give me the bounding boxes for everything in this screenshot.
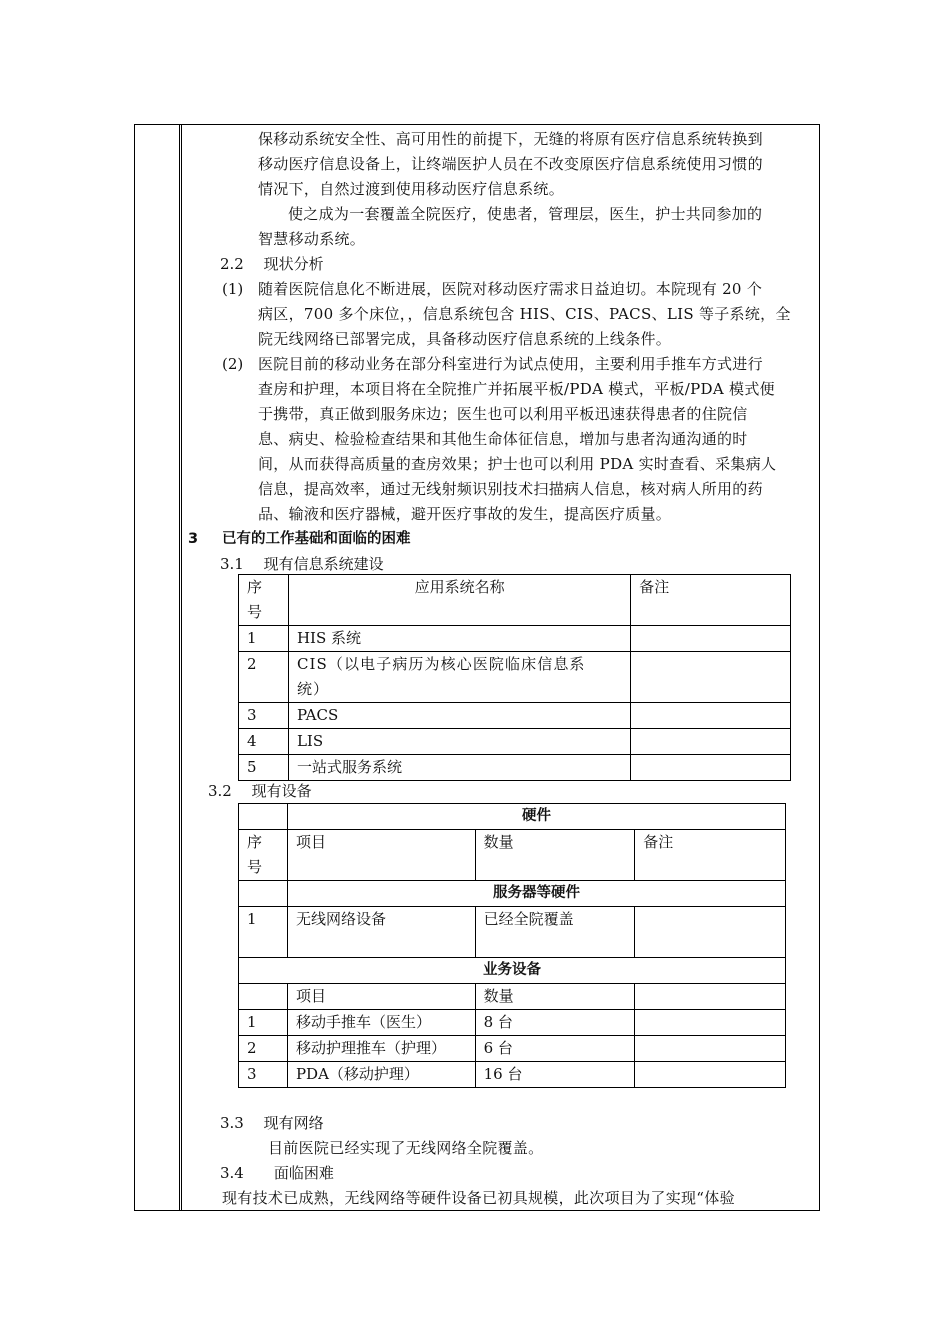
header-cell-item: 项目 xyxy=(287,984,475,1010)
header-cell-qty: 数量 xyxy=(475,830,635,881)
cell-no: 3 xyxy=(239,1062,288,1088)
cell-blank xyxy=(239,984,288,1010)
paragraph-line: 息、病史、检验检查结果和其他生命体征信息，增加与患者沟通沟通的时 xyxy=(258,430,748,448)
cell-qty: 6 台 xyxy=(475,1036,635,1062)
header-cell-item: 项目 xyxy=(287,830,475,881)
table-header-row xyxy=(239,830,786,881)
info-systems-table xyxy=(238,574,791,781)
cell-note xyxy=(631,626,791,652)
intro-line: 智慧移动系统。 xyxy=(258,230,366,248)
cell-qty: 已经全院覆盖 xyxy=(475,907,635,958)
cell-note xyxy=(631,755,791,781)
paragraph-line: 目前医院已经实现了无线网络全院覆盖。 xyxy=(268,1139,544,1157)
cell-item: 移动护理推车（护理） xyxy=(287,1036,475,1062)
list-marker: (1) xyxy=(222,280,244,298)
column-divider xyxy=(181,125,182,1210)
cell-qty: 8 台 xyxy=(475,1010,635,1036)
cell-no: 3 xyxy=(239,703,289,729)
paragraph-line: 于携带，真正做到服务床边；医生也可以利用平板迅速获得患者的住院信 xyxy=(258,405,748,423)
hardware-title: 硬件 xyxy=(287,804,785,830)
cell-no: 4 xyxy=(239,729,289,755)
section-heading-3-4: 3.4 面临困难 xyxy=(220,1164,334,1182)
intro-line: 情况下，自然过渡到使用移动医疗信息系统。 xyxy=(258,180,565,198)
cell-note xyxy=(631,703,791,729)
cell-no: 1 xyxy=(239,907,288,958)
cell-note xyxy=(635,1036,786,1062)
equipment-table xyxy=(238,803,786,1088)
cell-name: 一站式服务系统 xyxy=(288,755,630,781)
table-row xyxy=(239,1010,786,1036)
cell-item: PDA（移动护理） xyxy=(287,1062,475,1088)
cell-blank xyxy=(635,984,786,1010)
paragraph-line: 品、输液和医疗器械，避开医疗事故的发生，提高医疗质量。 xyxy=(258,505,672,523)
header-cell-no: 序 号 xyxy=(239,830,288,881)
cell-name: LIS xyxy=(288,729,630,755)
paragraph-line: 现有技术已成熟，无线网络等硬件设备已初具规模，此次项目为了实现“体验 xyxy=(222,1189,735,1207)
paragraph-line: 间，从而获得高质量的查房效果；护士也可以利用 PDA 实时查看、采集病人 xyxy=(258,455,777,473)
column-divider xyxy=(179,125,180,1210)
intro-line: 保移动系统安全性、高可用性的前提下，无缝的将原有医疗信息系统转换到 xyxy=(258,130,763,148)
table-row xyxy=(239,626,791,652)
cell-note xyxy=(635,1062,786,1088)
paragraph-line: 随着医院信息化不断进展，医院对移动医疗需求日益迫切。本院现有 20 个 xyxy=(258,280,763,298)
table-header-row xyxy=(239,984,786,1010)
table-title-row xyxy=(239,804,786,830)
table-row xyxy=(239,755,791,781)
table-row xyxy=(239,703,791,729)
cell-name: HIS 系统 xyxy=(288,626,630,652)
cell-no: 1 xyxy=(239,626,289,652)
cell-name: CIS（以电子病历为核心医院临床信息系 统） xyxy=(288,652,630,703)
server-title: 服务器等硬件 xyxy=(287,881,785,907)
table-header-row xyxy=(239,575,791,626)
cell-item: 移动手推车（医生） xyxy=(287,1010,475,1036)
table-row xyxy=(239,1062,786,1088)
header-cell-no: 序 号 xyxy=(239,575,289,626)
section-heading-3-3: 3.3 现有网络 xyxy=(220,1114,324,1132)
intro-line: 移动医疗信息设备上，让终端医护人员在不改变原医疗信息系统使用习惯的 xyxy=(258,155,763,173)
paragraph-line: 医院目前的移动业务在部分科室进行为试点使用，主要利用手推车方式进行 xyxy=(258,355,763,373)
paragraph-line: 查房和护理，本项目将在全院推广并拓展平板/PDA 模式，平板/PDA 模式便 xyxy=(258,380,775,398)
cell-no: 5 xyxy=(239,755,289,781)
cell-note xyxy=(631,652,791,703)
section-title-3: 已有的工作基础和面临的困难 xyxy=(222,531,411,547)
section-heading-3-1: 3.1 现有信息系统建设 xyxy=(220,555,384,573)
table-title-row xyxy=(239,881,786,907)
section-heading-3-2: 3.2 现有设备 xyxy=(208,782,312,800)
table-row xyxy=(239,729,791,755)
paragraph-line: 信息，提高效率，通过无线射频识别技术扫描病人信息，核对病人所用的药 xyxy=(258,480,763,498)
table-row xyxy=(239,652,791,703)
cell-no: 2 xyxy=(239,652,289,703)
cell-name: PACS xyxy=(288,703,630,729)
header-cell-note: 备注 xyxy=(631,575,791,626)
table-title-row xyxy=(239,958,786,984)
list-marker: (2) xyxy=(222,355,244,373)
section-heading-2-2: 2.2 现状分析 xyxy=(220,255,324,273)
intro-line: 使之成为一套覆盖全院医疗，使患者，管理层，医生，护士共同参加的 xyxy=(288,205,763,223)
cell-note xyxy=(635,1010,786,1036)
header-cell-qty: 数量 xyxy=(475,984,635,1010)
table-row xyxy=(239,907,786,958)
cell-no: 1 xyxy=(239,1010,288,1036)
cell-blank xyxy=(239,881,288,907)
header-cell-name: 应用系统名称 xyxy=(288,575,630,626)
paragraph-line: 院无线网络已部署完成，具备移动医疗信息系统的上线条件。 xyxy=(258,330,672,348)
cell-item: 无线网络设备 xyxy=(287,907,475,958)
cell-qty: 16 台 xyxy=(475,1062,635,1088)
paragraph-line: 病区，700 多个床位，，信息系统包含 HIS、CIS、PACS、LIS 等子系统，全 xyxy=(258,305,791,323)
table-row xyxy=(239,1036,786,1062)
cell-note xyxy=(631,729,791,755)
cell-blank xyxy=(239,804,288,830)
business-title: 业务设备 xyxy=(239,958,786,984)
cell-note xyxy=(635,907,786,958)
section-number-3: 3 xyxy=(188,531,199,547)
cell-no: 2 xyxy=(239,1036,288,1062)
header-cell-note: 备注 xyxy=(635,830,786,881)
